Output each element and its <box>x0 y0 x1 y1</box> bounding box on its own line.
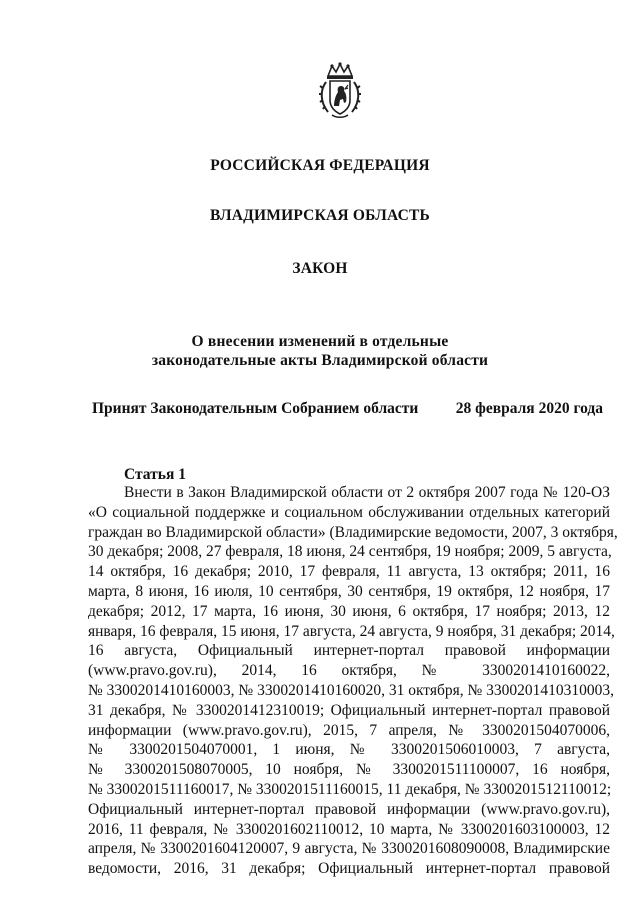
article-body <box>88 483 618 879</box>
adoption-date: 28 февраля 2020 года <box>455 400 603 417</box>
article-line: декабря; 2012, 17 марта, 16 июня, 30 июня, 6 октября, 17 ноября; 2013, 12 <box>88 602 610 620</box>
article-line: 31 декабря, № 3300201412310019; Официальный интернет-портал правовой <box>88 701 610 719</box>
article-line: января, 16 февраля, 15 июня, 17 августа, 24 августа, 9 ноября, 31 декабря; 2014, <box>88 622 615 640</box>
article-line: ведомости, 2016, 31 декабря; Официальный интернет-портал правовой <box>88 860 610 878</box>
document-type-title: ЗАКОН <box>292 260 348 277</box>
article-line: апреля, № 3300201604120007, 9 августа, № 3300201608090008, Владимирские <box>88 840 610 858</box>
coat-of-arms-emblem <box>318 62 362 120</box>
article-line: Внести в Закон Владимирской области от 2 октября 2007 года № 120-ОЗ <box>124 484 610 501</box>
article-line: № 3300201511160017, № 3300201511160015, 11 декабря, № 3300201512110012; <box>88 780 612 798</box>
article-line: 16 августа, Официальный интернет-портал правовой информации <box>88 642 610 660</box>
article-line: № 3300201504070001, 1 июня, № 3300201506010003, 7 августа, <box>88 741 610 759</box>
adopted-by: Принят Законодательным Собранием области <box>92 400 419 417</box>
federation-title: РОССИЙСКАЯ ФЕДЕРАЦИЯ <box>210 157 430 174</box>
article-line: «О социальной поддержке и социальном обслуживании отдельных категорий <box>88 503 610 521</box>
article-line: Официальный интернет-портал правовой информации (www.pravo.gov.ru), <box>88 800 610 818</box>
law-subject-line-1: О внесении изменений в отдельные <box>191 333 449 350</box>
article-heading: Статья 1 <box>124 466 186 483</box>
article-line: 30 декабря; 2008, 27 февраля, 18 июня, 24 сентября, 19 ноября; 2009, 5 августа, <box>88 543 612 561</box>
article-line: № 3300201410160003, № 3300201410160020, 31 октября, № 3300201410310003, <box>88 681 615 699</box>
article-line: (www.pravo.gov.ru), 2014, 16 октября, № 3300201410160022, <box>88 662 610 680</box>
article-line: информации (www.pravo.gov.ru), 2015, 7 апреля, № 3300201504070006, <box>88 721 610 739</box>
law-subject-line-2: законодательные акты Владимирской области <box>151 352 489 369</box>
article-line: марта, 8 июня, 16 июля, 10 сентября, 30 сентября, 19 октября, 12 ноября, 17 <box>88 582 610 600</box>
adoption-line <box>92 400 603 418</box>
region-title: ВЛАДИМИРСКАЯ ОБЛАСТЬ <box>210 207 430 224</box>
article-line: № 3300201508070005, 10 ноября, № 3300201511100007, 16 ноября, <box>88 761 610 779</box>
article-line: 2016, 11 февраля, № 3300201602110012, 10 марта, № 3300201603100003, 12 <box>88 820 610 838</box>
article-line: граждан во Владимирской области» (Владимирские ведомости, 2007, 3 октября, <box>88 523 618 541</box>
article-line: 14 октября, 16 декабря; 2010, 17 февраля, 11 августа, 13 октября; 2011, 16 <box>88 563 610 581</box>
law-subject <box>0 332 640 370</box>
